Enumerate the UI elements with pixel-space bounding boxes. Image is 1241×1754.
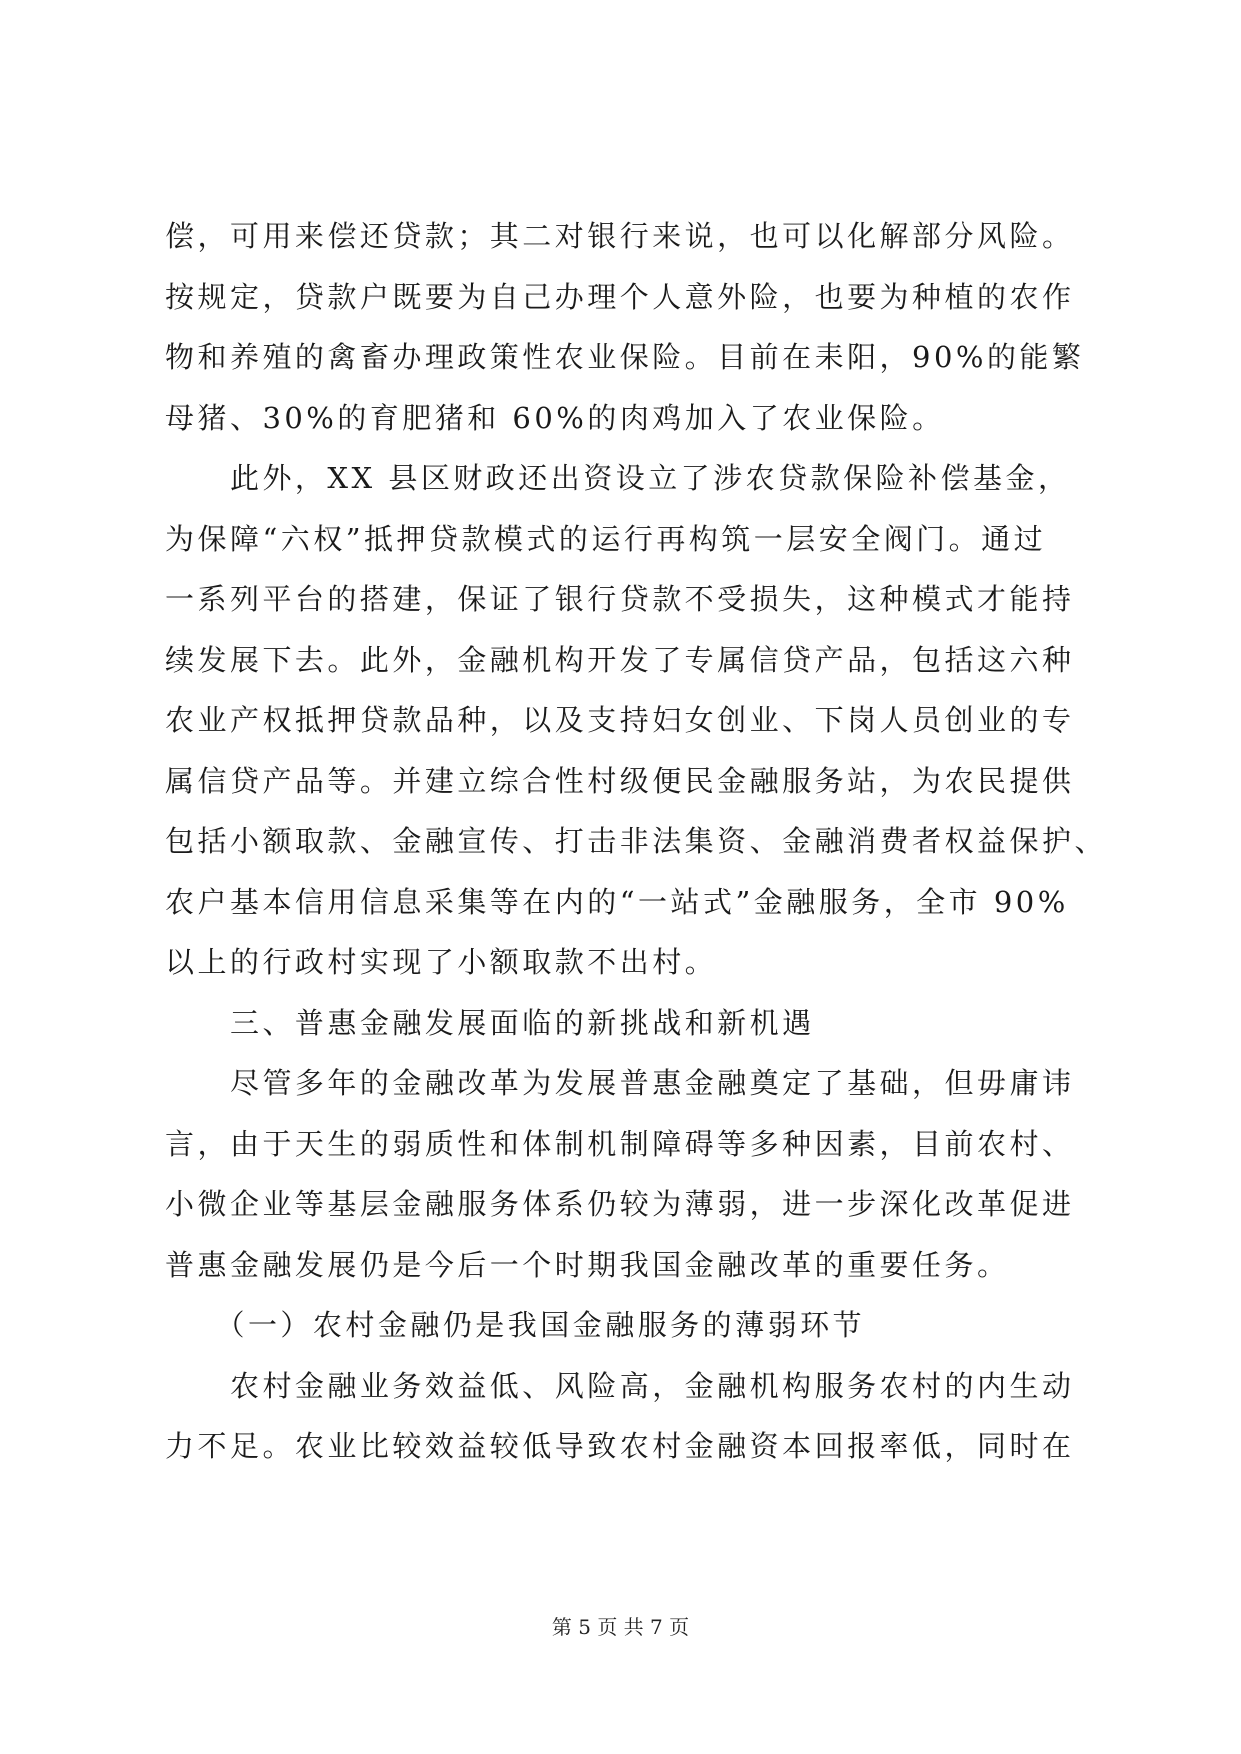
text-line: 以上的行政村实现了小额取款不出村。 xyxy=(165,945,718,979)
text-line: 尽管多年的金融改革为发展普惠金融奠定了基础，但毋庸讳 xyxy=(165,1066,1075,1100)
text-line: 小微企业等基层金融服务体系仍较为薄弱，进一步深化改革促进 xyxy=(165,1187,1075,1221)
body-text xyxy=(165,206,1107,1477)
section-heading: 三、普惠金融发展面临的新挑战和新机遇 xyxy=(165,1005,815,1040)
page-number: 第 5 页 共 7 页 xyxy=(551,1615,690,1639)
text-line: 属信贷产品等。并建立综合性村级便民金融服务站，为农民提供 xyxy=(165,763,1075,798)
text-line: 为保障“六权”抵押贷款模式的运行再构筑一层安全阀门。通过 xyxy=(165,521,1047,556)
text-line: 普惠金融发展仍是今后一个时期我国金融改革的重要任务。 xyxy=(165,1247,1010,1282)
text-line: 力不足。农业比较效益较低导致农村金融资本回报率低，同时在 xyxy=(165,1429,1075,1463)
text-line: 农业产权抵押贷款品种，以及支持妇女创业、下岗人员创业的专 xyxy=(165,703,1075,737)
text-line: 母猪、30%的育肥猪和 60%的肉鸡加入了农业保险。 xyxy=(165,400,945,435)
text-line: 农户基本信用信息采集等在内的“一站式”金融服务，全市 90% xyxy=(165,884,1069,919)
text-line: 此外，XX 县区财政还出资设立了涉农贷款保险补偿基金， xyxy=(165,461,1071,495)
text-line: 按规定，贷款户既要为自己办理个人意外险，也要为种植的农作 xyxy=(165,279,1075,314)
text-line: 一系列平台的搭建，保证了银行贷款不受损失，这种模式才能持 xyxy=(165,582,1075,616)
text-line: 物和养殖的禽畜办理政策性农业保险。目前在耒阳，90%的能繁 xyxy=(165,340,1085,374)
subsection-heading: （一）农村金融仍是我国金融服务的薄弱环节 xyxy=(165,1308,866,1342)
text-line: 农村金融业务效益低、风险高，金融机构服务农村的内生动 xyxy=(165,1368,1075,1403)
text-line: 偿，可用来偿还贷款；其二对银行来说，也可以化解部分风险。 xyxy=(165,219,1075,253)
text-line: 包括小额取款、金融宣传、打击非法集资、金融消费者权益保护、 xyxy=(165,824,1107,858)
text-line: 续发展下去。此外，金融机构开发了专属信贷产品，包括这六种 xyxy=(165,642,1075,677)
text-line: 言，由于天生的弱质性和体制机制障碍等多种因素，目前农村、 xyxy=(165,1126,1075,1161)
